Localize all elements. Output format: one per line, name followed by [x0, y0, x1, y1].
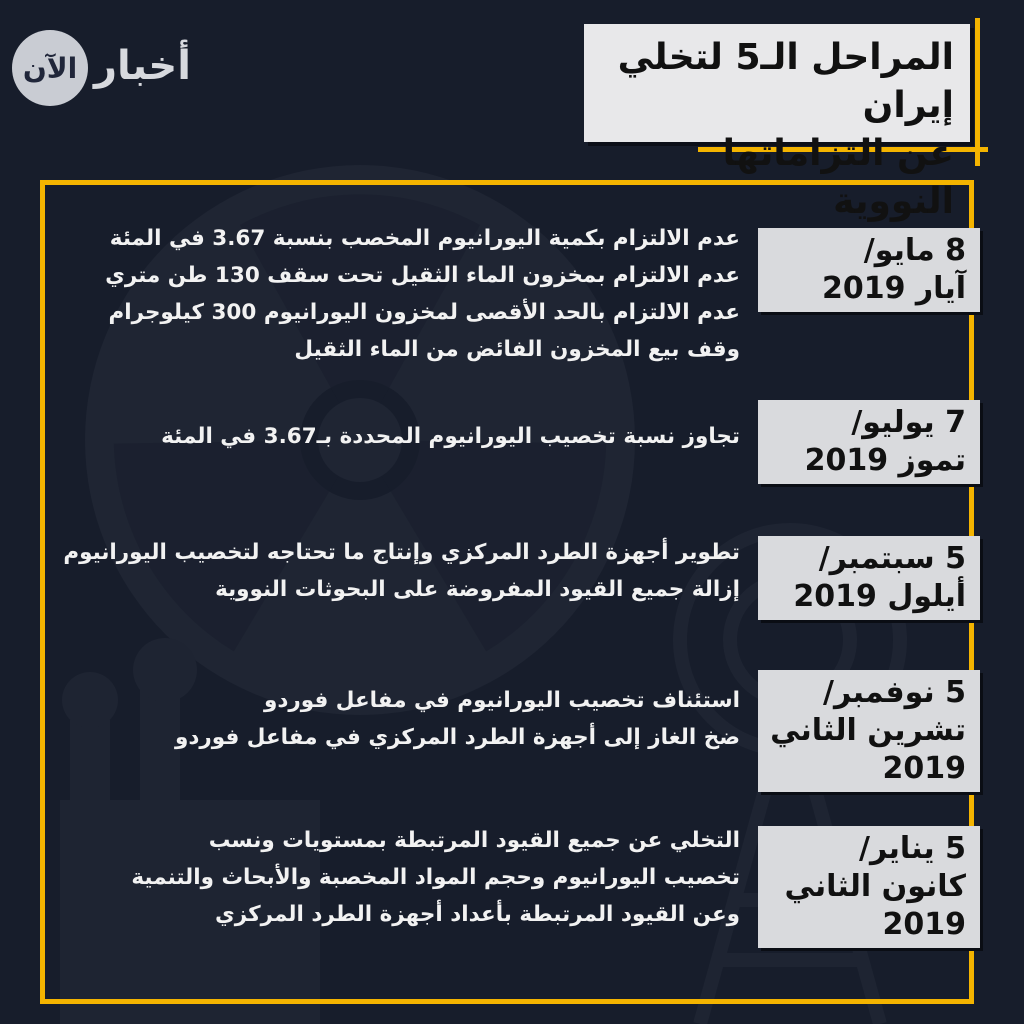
phase-date: 5 سبتمبر/ أيلول 2019: [758, 536, 980, 620]
list-item: تخصيب اليورانيوم وحجم المواد المخصبة والأبحاث والتنمية: [131, 865, 740, 890]
phase-items: [63, 534, 740, 608]
phase-date: 5 يناير/ كانون الثاني 2019: [758, 826, 980, 948]
list-item: عدم الالتزام بكمية اليورانيوم المخصب بنسبة 3.67 في المئة: [109, 226, 740, 251]
list-item: التخلي عن جميع القيود المرتبطة بمستويات ونسب: [208, 828, 740, 853]
list-item: تطوير أجهزة الطرد المركزي وإنتاج ما تحتاجه لتخصيب اليورانيوم: [63, 540, 740, 565]
logo-badge: الآن: [12, 30, 88, 106]
title-card: [584, 24, 970, 222]
title-accent-vertical: [975, 18, 980, 166]
list-item: وقف بيع المخزون الفائض من الماء الثقيل: [294, 337, 740, 362]
phase-items: [105, 220, 740, 368]
list-item: تجاوز نسبة تخصيب اليورانيوم المحددة بـ3.67 في المئة: [161, 424, 740, 449]
phase-items: [161, 418, 740, 455]
list-item: وعن القيود المرتبطة بأعداد أجهزة الطرد المركزي: [215, 902, 740, 927]
title-line-2: عن التزاماتها النووية: [722, 133, 954, 222]
phase-items: [131, 822, 740, 933]
phase-date: 5 نوفمبر/ تشرين الثاني 2019: [758, 670, 980, 792]
list-item: عدم الالتزام بالحد الأقصى لمخزون اليورانيوم 300 كيلوجرام: [108, 300, 740, 325]
phase-date: 8 مايو/ آيار 2019: [758, 228, 980, 312]
phase-items: [175, 682, 740, 756]
title-line-1: المراحل الـ5 لتخلي إيران: [617, 37, 954, 126]
brand-logo: [12, 28, 222, 108]
logo-text: أخبار: [94, 43, 191, 89]
list-item: ضخ الغاز إلى أجهزة الطرد المركزي في مفاعل فوردو: [174, 725, 740, 750]
list-item: إزالة جميع القيود المفروضة على البحوثات النووية: [215, 577, 740, 602]
list-item: عدم الالتزام بمخزون الماء الثقيل تحت سقف 130 طن متري: [105, 263, 740, 288]
phase-date: 7 يوليو/ تموز 2019: [758, 400, 980, 484]
list-item: استئناف تخصيب اليورانيوم في مفاعل فوردو: [263, 688, 740, 713]
